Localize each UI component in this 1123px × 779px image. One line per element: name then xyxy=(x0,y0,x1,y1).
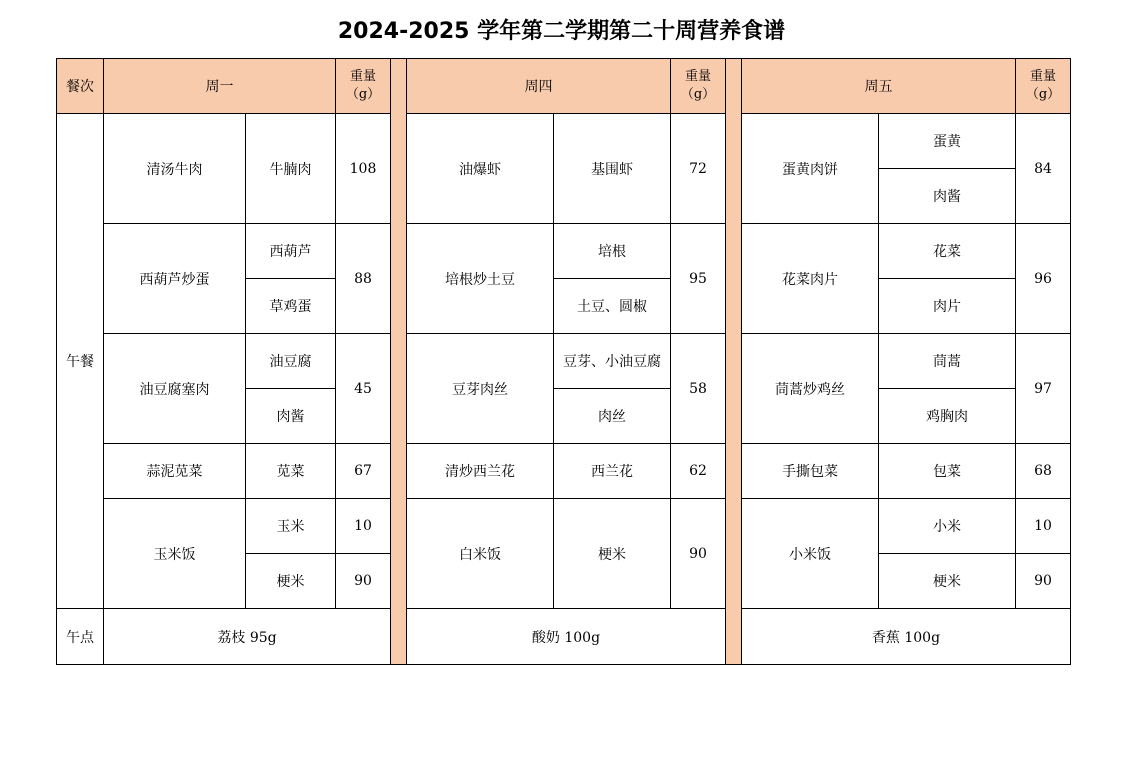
header-weight-fri: 重量 （g） xyxy=(1016,59,1071,114)
ingredient: 肉酱 xyxy=(879,169,1016,224)
header-day-mon: 周一 xyxy=(104,59,336,114)
header-day-fri: 周五 xyxy=(742,59,1016,114)
ingredient: 油豆腐 xyxy=(246,334,336,389)
dish-name: 蛋黄肉饼 xyxy=(742,114,879,224)
dish-name: 油豆腐塞肉 xyxy=(104,334,246,444)
dish-name: 花菜肉片 xyxy=(742,224,879,334)
page-title: 2024-2025 学年第二学期第二十周营养食谱 xyxy=(337,19,786,44)
menu-table xyxy=(56,58,1071,665)
weight-value: 90 xyxy=(1016,554,1071,609)
dish-name: 茼蒿炒鸡丝 xyxy=(742,334,879,444)
column-separator xyxy=(726,59,742,665)
ingredient: 花菜 xyxy=(879,224,1016,279)
ingredient: 肉酱 xyxy=(246,389,336,444)
ingredient: 茼蒿 xyxy=(879,334,1016,389)
dish-name: 西葫芦炒蛋 xyxy=(104,224,246,334)
ingredient: 培根 xyxy=(554,224,671,279)
weight-value: 108 xyxy=(336,114,391,224)
ingredient: 基围虾 xyxy=(554,114,671,224)
dish-name: 油爆虾 xyxy=(407,114,554,224)
ingredient: 梗米 xyxy=(554,499,671,609)
ingredient: 小米 xyxy=(879,499,1016,554)
weight-value: 45 xyxy=(336,334,391,444)
weight-value: 62 xyxy=(671,444,726,499)
weight-value: 88 xyxy=(336,224,391,334)
weight-value: 68 xyxy=(1016,444,1071,499)
dish-name: 豆芽肉丝 xyxy=(407,334,554,444)
weight-value: 90 xyxy=(336,554,391,609)
weight-value: 58 xyxy=(671,334,726,444)
ingredient: 梗米 xyxy=(246,554,336,609)
ingredient: 包菜 xyxy=(879,444,1016,499)
weight-value: 67 xyxy=(336,444,391,499)
weight-value: 72 xyxy=(671,114,726,224)
header-weight-thu: 重量 （g） xyxy=(671,59,726,114)
ingredient: 玉米 xyxy=(246,499,336,554)
table-row xyxy=(57,224,1071,279)
weight-value: 10 xyxy=(1016,499,1071,554)
table-row xyxy=(57,334,1071,389)
ingredient: 肉丝 xyxy=(554,389,671,444)
meal-label-snack: 午点 xyxy=(57,609,104,665)
column-separator xyxy=(391,59,407,665)
table-row xyxy=(57,114,1071,169)
weight-value: 97 xyxy=(1016,334,1071,444)
table-row xyxy=(57,499,1071,554)
dish-name: 玉米饭 xyxy=(104,499,246,609)
dish-name: 手撕包菜 xyxy=(742,444,879,499)
dish-name: 清汤牛肉 xyxy=(104,114,246,224)
ingredient: 牛腩肉 xyxy=(246,114,336,224)
snack-row xyxy=(57,609,1071,665)
dish-name: 培根炒土豆 xyxy=(407,224,554,334)
header-meal: 餐次 xyxy=(57,59,104,114)
meal-label-lunch: 午餐 xyxy=(57,114,104,609)
ingredient: 草鸡蛋 xyxy=(246,279,336,334)
header-weight-mon: 重量 （g） xyxy=(336,59,391,114)
ingredient: 苋菜 xyxy=(246,444,336,499)
dish-name: 白米饭 xyxy=(407,499,554,609)
ingredient: 豆芽、小油豆腐 xyxy=(554,334,671,389)
ingredient: 土豆、圆椒 xyxy=(554,279,671,334)
dish-name: 清炒西兰花 xyxy=(407,444,554,499)
dish-name: 小米饭 xyxy=(742,499,879,609)
weight-value: 90 xyxy=(671,499,726,609)
ingredient: 肉片 xyxy=(879,279,1016,334)
snack-fri: 香蕉 100g xyxy=(742,609,1071,665)
snack-mon: 荔枝 95g xyxy=(104,609,391,665)
table-header-row xyxy=(57,59,1071,114)
weight-value: 84 xyxy=(1016,114,1071,224)
weight-value: 96 xyxy=(1016,224,1071,334)
ingredient: 鸡胸肉 xyxy=(879,389,1016,444)
ingredient: 西兰花 xyxy=(554,444,671,499)
weight-value: 10 xyxy=(336,499,391,554)
snack-thu: 酸奶 100g xyxy=(407,609,726,665)
header-day-thu: 周四 xyxy=(407,59,671,114)
dish-name: 蒜泥苋菜 xyxy=(104,444,246,499)
weight-value: 95 xyxy=(671,224,726,334)
ingredient: 西葫芦 xyxy=(246,224,336,279)
ingredient: 蛋黄 xyxy=(879,114,1016,169)
ingredient: 梗米 xyxy=(879,554,1016,609)
